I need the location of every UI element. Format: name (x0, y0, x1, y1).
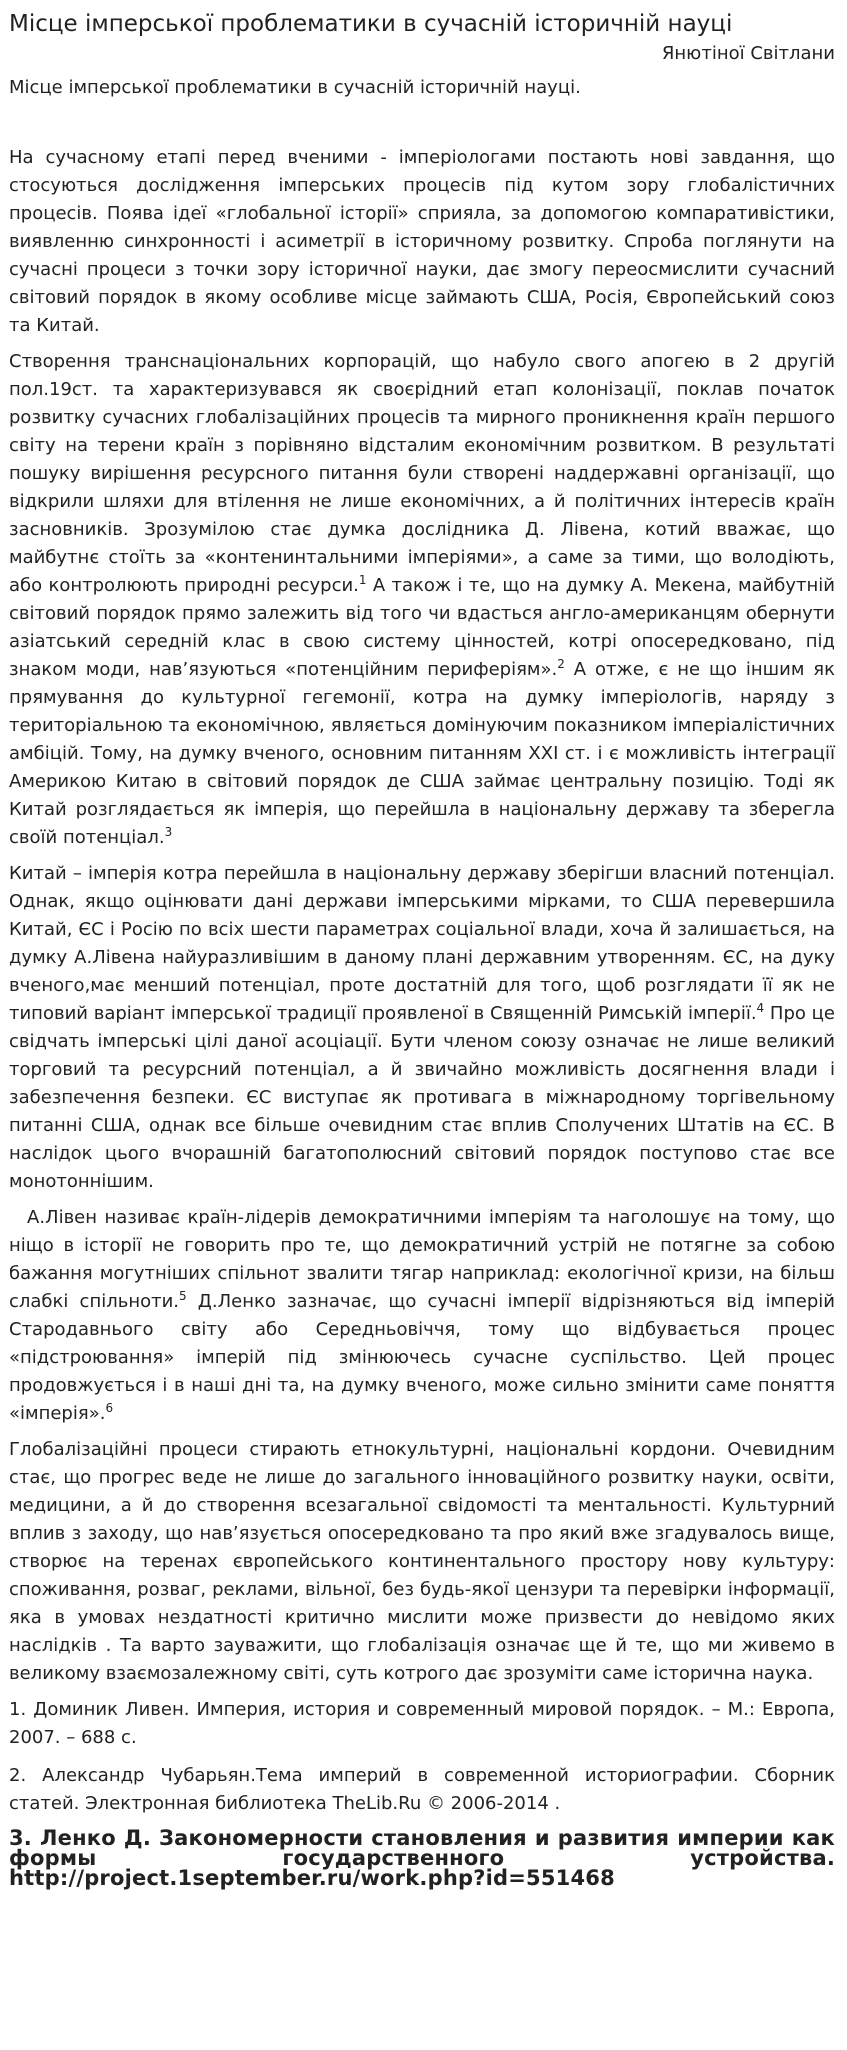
paragraph-text: А.Лівен називає країн-лідерів демократичними імперіям та наголошує на тому, що ніщо в історії не говорить про те, що демократичний устрій не потягне за собою бажання могутніших спільнот звалити тягар наприклад: екологічної кризи, на більш слабкі спільноти. (9, 1207, 835, 1312)
document-subtitle: Місце імперської проблематики в сучасній історичній науці. (9, 77, 581, 98)
paragraph-3 (9, 860, 835, 1196)
footnote-ref-6[interactable]: 6 (105, 1401, 114, 1415)
footnote-ref-5[interactable]: 5 (179, 1289, 187, 1303)
footnote-1: 1. Доминик Ливен. Империя, история и современный мировой порядок. – М.: Европа, 2007. – 688 с. (9, 1699, 835, 1748)
paragraph-1 (9, 144, 835, 340)
paragraph-text: Глобалізаційні процеси стирають етнокультурні, національні кордони. Очевидним стає, що прогрес веде не лише до загального інноваційного розвитку науки, освіти, медицини, а й до створення всезагальної свідомості та ментальності. Культурний вплив з заходу, що нав’язується опосередковано та про який вже згадувалось вище, створює на теренах європейського континентального простору нову культуру: споживання, розваг, реклами, вільної, без будь-якої цензури та перевірки інформації, яка в умовах нездатності критично мислити може призвести до невідомо яких наслідків . Та варто зауважити, що глобалізація означає ще й те, що ми живемо в великому взаємозалежному світі, суть котрого дає зрозуміти саме історична наука. (9, 1439, 835, 1684)
footnotes-section (9, 1696, 835, 1888)
paragraph-text: Д.Ленко зазначає, що сучасні імперії відрізняються від імперій Стародавнього світу або Середньовіччя, тому що відбувається процес «підстроювання» імперій під змінюючесь сучасне суспільство. Цей процес продовжується і в наші дні та, на думку вченого, може сильно змінити саме поняття «імперія». (9, 1291, 835, 1424)
article-body (9, 144, 835, 1688)
paragraph-text: А отже, є не що іншим як прямування до культурної гегемонії, котра на думку імперіологів, наряду з територіальною та економічною, являється домінуючим показником імперіалістичних амбіцій. Тому, на думку вченого, основним питанням XXI ст. і є можливість інтеграції Америкою Китаю в світовий порядок де США займає центральну позицію. Тоді як Китай розглядається як імперія, що перейшла в національну державу та зберегла своїй потенціал. (9, 659, 836, 848)
footnote-2: 2. Александр Чубарьян.Тема империй в современной историографии. Сборник статей. Электронная библиотека TheLib.Ru © 2006-2014 . (9, 1765, 835, 1814)
paragraph-text: Створення транснаціональних корпорацій, що набуло свого апогею в 2 другій пол.19ст. та характеризувався як своєрідний етап колонізації, поклав початок розвитку сучасних глобалізаційних процесів та мирного проникнення країн першого світу на терени країн з порівняно відсталим економічним розвитком. В результаті пошуку вирішення ресурсного питання були створені наддержавні організації, що відкрили шляхи для втілення не лише економічних, а й політичних інтересів країн засновників. Зрозумілою стає думка дослідника Д. Лівена, котий вважає, що майбутнє стоїть за «контенинтальними імперіями», а саме за тими, що володіють, або контролюють природні ресурси. (9, 351, 835, 596)
footnote-ref-1[interactable]: 1 (358, 573, 367, 587)
footnote-ref-3[interactable]: 3 (164, 825, 173, 839)
paragraph-2 (9, 348, 835, 852)
footnote-ref-2[interactable]: 2 (557, 657, 565, 671)
paragraph-5 (9, 1436, 835, 1688)
paragraph-text: Про це свідчать імперські цілі даної асоціації. Бути членом союзу означає не лише великий торговий та ресурсний потенціал, а й звичайно можливість досягнення влади і забезпечення безпеки. ЄС виступає як противага в міжнародному торгівельному питанні США, однак все більше очевидним стає вплив Сполучених Штатів на ЄС. В наслідок цього вчорашній багатополюсний світовий порядок поступово стає все монотоннішим. (9, 1003, 835, 1192)
author-name: Янютіної Світлани (661, 43, 835, 64)
paragraph-4 (9, 1204, 835, 1428)
paragraph-text: Китай – імперія котра перейшла в національну державу зберігши власний потенціал. Однак, якщо оцінювати дані держави імперськими мірками, то США перевершила Китай, ЄС і Росію по всіх шести параметрах соціальної влади, хоча й залишається, на думку А.Лівена найуразливішим в даному плані державним утворенням. ЄС, на дуку вченого,має менший потенціал, проте достатній для того, щоб розглядати її як не типовий варіант імперської традиції проявленої в Священній Римській імперії. (9, 863, 835, 1024)
document-title: Місце імперської проблематики в сучасній історичній науці (9, 11, 733, 37)
paragraph-text: На сучасному етапі перед вченими - імперіологами постають нові завдання, що стосуються дослідження імперських процесів під кутом зору глобалістичних процесів. Поява ідеї «глобальної історії» сприяла, за допомогою компаративістики, виявленню синхронності і асиметрії в історичному розвитку. Спроба поглянути на сучасні процеси з точки зору історичної науки, дає змогу переосмислити сучасний світовий порядок в якому особливе місце займають США, Росія, Європейський союз та Китай. (9, 147, 835, 336)
footnote-3: 3. Ленко Д. Закономерности становления и развития империи как формы государственного устройства. http://project.1september.ru/work.php?id=551468 (9, 1826, 835, 1890)
footnote-ref-4[interactable]: 4 (756, 1001, 765, 1015)
paragraph-text: А також і те, що на думку А. Мекена, майбутній світовий порядок прямо залежить від того чи вдасться англо-американцям обернути азіатський середній клас в свою систему цінностей, котрі опосередковано, під знаком моди, нав’язуються «потенційним периферіям». (9, 575, 835, 680)
